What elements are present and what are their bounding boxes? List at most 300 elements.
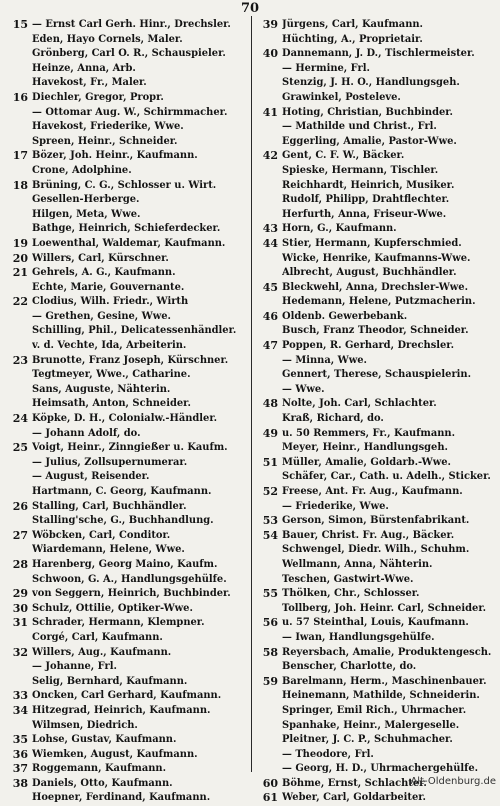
resident-entry: u. 50 Remmers, Fr., Kaufmann. [282, 427, 456, 439]
house-number [254, 266, 282, 281]
house-number [4, 47, 32, 62]
resident-entry: Havekost, Fr., Maler. [32, 77, 147, 89]
directory-entry [254, 748, 498, 763]
resident-entry: Echte, Marie, Gouvernante. [32, 281, 185, 293]
directory-entry [254, 704, 498, 719]
directory-entry [254, 485, 498, 500]
house-number [254, 660, 282, 675]
house-number: 55 [262, 587, 278, 601]
directory-entry [4, 704, 248, 719]
directory-entry [4, 500, 248, 515]
right-column [254, 18, 498, 806]
directory-entry [254, 397, 498, 412]
directory-entry [4, 33, 248, 48]
directory-entry [4, 324, 248, 339]
directory-entry [254, 295, 498, 310]
resident-entry: Stalling, Carl, Buchhändler. [32, 500, 187, 512]
directory-entry [254, 470, 498, 485]
resident-entry: Thölken, Chr., Schlosser. [282, 588, 420, 600]
directory-entry [4, 543, 248, 558]
directory-entry [4, 646, 248, 661]
house-number: 25 [12, 441, 28, 455]
resident-entry: — Ernst Carl Gerh. Hinr., Drechsler. [32, 19, 231, 30]
directory-entry [254, 18, 498, 33]
resident-entry: Harenberg, Georg Maino, Kaufm. [32, 558, 218, 570]
directory-entry [254, 179, 498, 194]
directory-entry [254, 427, 498, 442]
house-number: 33 [12, 689, 28, 703]
resident-entry: Hoepner, Ferdinand, Kaufmann. [32, 792, 211, 804]
directory-entry [4, 120, 248, 135]
resident-entry: Brüning, C. G., Schlosser u. Wirt. [32, 179, 217, 191]
directory-entry [4, 18, 248, 33]
resident-entry: Wellmann, Anna, Nähterin. [282, 558, 433, 570]
resident-entry: Wicke, Henrike, Kaufmanns-Wwe. [282, 252, 471, 264]
resident-entry: u. 57 Steinthal, Louis, Kaufmann. [282, 617, 469, 629]
house-number [254, 500, 282, 515]
house-number [254, 368, 282, 383]
directory-entry [254, 33, 498, 48]
resident-entry: — Friederike, Wwe. [282, 500, 389, 512]
directory-entry [254, 558, 498, 573]
resident-entry: Freese, Ant. Fr. Aug., Kaufmann. [282, 486, 463, 497]
directory-entry [4, 193, 248, 208]
resident-entry: Voigt, Heinr., Zinngießer u. Kaufm. [32, 442, 228, 454]
house-number: 37 [12, 762, 28, 776]
house-number: 48 [262, 397, 278, 411]
resident-entry: Wöbcken, Carl, Conditor. [32, 529, 171, 541]
house-number [4, 135, 32, 150]
house-number [254, 354, 282, 369]
resident-entry: — Wwe. [282, 383, 325, 395]
directory-entry [4, 354, 248, 369]
directory-entry [254, 76, 498, 91]
house-number [254, 208, 282, 223]
resident-entry: Bauer, Christ. Fr. Aug., Bäcker. [282, 529, 455, 541]
resident-entry: Hüchting, A., Proprietair. [282, 33, 423, 45]
house-number: 47 [262, 339, 278, 353]
house-number [4, 456, 32, 471]
directory-entry [254, 47, 498, 62]
house-number: 30 [12, 601, 28, 615]
directory-entry [254, 514, 498, 529]
resident-entry: Eggerling, Amalie, Pastor-Wwe. [282, 135, 457, 147]
house-number [254, 631, 282, 646]
resident-entry: — Iwan, Handlungsgehülfe. [282, 631, 435, 643]
directory-entry [254, 135, 498, 150]
house-number: 34 [12, 703, 28, 717]
house-number [4, 573, 32, 588]
resident-entry: Bleckwehl, Anna, Drechsler-Wwe. [282, 281, 469, 293]
house-number [254, 179, 282, 194]
resident-entry: — Minna, Wwe. [282, 354, 367, 366]
directory-entry [254, 675, 498, 690]
resident-entry: Willers, Aug., Kaufmann. [32, 646, 172, 658]
resident-entry: Brunotte, Franz Joseph, Kürschner. [32, 354, 229, 366]
house-number [254, 441, 282, 456]
house-number: 51 [262, 455, 278, 469]
resident-entry: Tollberg, Joh. Heinr. Carl, Schneider. [282, 602, 487, 614]
directory-entry [4, 602, 248, 617]
resident-entry: Spieske, Hermann, Tischler. [282, 164, 439, 176]
directory-entry [4, 47, 248, 62]
house-number: 58 [262, 645, 278, 659]
directory-entry [4, 397, 248, 412]
directory-entry [4, 222, 248, 237]
column-divider [251, 16, 252, 772]
resident-entry: Gesellen-Herberge. [32, 194, 140, 206]
resident-entry: Herfurth, Anna, Friseur-Wwe. [282, 208, 447, 220]
resident-entry: Stalling'sche, G., Buchhandlung. [32, 515, 214, 527]
directory-entry [254, 91, 498, 106]
resident-entry: Oncken, Carl Gerhard, Kaufmann. [32, 690, 222, 702]
directory-entry [4, 777, 248, 792]
resident-entry: — Johanne, Frl. [32, 661, 117, 673]
house-number: 41 [262, 105, 278, 119]
house-number: 42 [262, 149, 278, 163]
resident-entry: Gennert, Therese, Schauspielerin. [282, 369, 472, 381]
house-number [4, 324, 32, 339]
resident-entry: Meyer, Heinr., Handlungsgeh. [282, 442, 448, 454]
resident-entry: Schäfer, Car., Cath. u. Adelh., Sticker. [282, 471, 491, 483]
directory-entry [254, 529, 498, 544]
resident-entry: Bözer, Joh. Heinr., Kaufmann. [32, 150, 198, 162]
directory-entry [4, 266, 248, 281]
resident-entry: Diechler, Gregor, Propr. [32, 91, 164, 103]
resident-entry: Schulz, Ottilie, Optiker-Wwe. [32, 602, 193, 614]
house-number [254, 602, 282, 617]
directory-entry [4, 748, 248, 763]
resident-entry: von Seggern, Heinrich, Buchbinder. [32, 588, 231, 600]
directory-entry [254, 62, 498, 77]
directory-entry [4, 587, 248, 602]
house-number: 18 [12, 178, 28, 192]
house-number [4, 281, 32, 296]
house-number: 40 [262, 47, 278, 61]
house-number [4, 222, 32, 237]
house-number: 23 [12, 353, 28, 367]
directory-entry [4, 208, 248, 223]
house-number [4, 631, 32, 646]
house-number: 15 [12, 18, 28, 31]
directory-entry [254, 762, 498, 777]
house-number: 22 [12, 295, 28, 309]
house-number [4, 543, 32, 558]
house-number: 17 [12, 149, 28, 163]
resident-entry: — Ottomar Aug. W., Schirmmacher. [32, 106, 228, 118]
resident-entry: — Julius, Zollsupernumerar. [32, 456, 188, 468]
resident-entry: Bathge, Heinrich, Schieferdecker. [32, 223, 221, 235]
directory-entry [254, 660, 498, 675]
resident-entry: — Mathilde und Christ., Frl. [282, 121, 437, 133]
resident-entry: Havekost, Friederike, Wwe. [32, 121, 184, 133]
house-number: 20 [12, 251, 28, 265]
house-number: 52 [262, 485, 278, 498]
resident-entry: Lohse, Gustav, Kaufmann. [32, 734, 177, 746]
house-number [254, 412, 282, 427]
resident-entry: Busch, Franz Theodor, Schneider. [282, 325, 469, 337]
house-number: 61 [262, 791, 278, 805]
house-number [254, 135, 282, 150]
house-number [4, 193, 32, 208]
house-number: 53 [262, 514, 278, 528]
resident-entry: Wiemken, August, Kaufmann. [32, 748, 198, 760]
house-number [254, 470, 282, 485]
resident-entry: Stier, Hermann, Kupferschmied. [282, 237, 462, 249]
resident-entry: Schilling, Phil., Delicatessenhändler. [32, 325, 237, 337]
resident-entry: Stenzig, J. H. O., Handlungsgeh. [282, 77, 460, 89]
house-number [4, 427, 32, 442]
directory-entry [4, 179, 248, 194]
directory-entry [254, 266, 498, 281]
directory-entry [254, 368, 498, 383]
house-number: 60 [262, 776, 278, 790]
directory-entry [4, 310, 248, 325]
directory-entry [4, 237, 248, 252]
resident-entry: Grönberg, Carl O. R., Schauspieler. [32, 48, 226, 60]
directory-entry [254, 120, 498, 135]
resident-entry: Corgé, Carl, Kaufmann. [32, 631, 163, 643]
directory-entry [254, 456, 498, 471]
directory-entry [4, 149, 248, 164]
house-number [254, 193, 282, 208]
house-number: 28 [12, 557, 28, 571]
directory-entry [254, 616, 498, 631]
house-number: 54 [262, 528, 278, 542]
house-number [4, 675, 32, 690]
house-number [254, 33, 282, 48]
house-number: 36 [12, 747, 28, 761]
resident-entry: Nolte, Joh. Carl, Schlachter. [282, 398, 437, 410]
house-number [254, 383, 282, 398]
house-number: 44 [262, 236, 278, 250]
house-number [4, 514, 32, 529]
directory-entry [254, 324, 498, 339]
resident-entry: Poppen, R. Gerhard, Drechsler. [282, 340, 455, 352]
resident-entry: Tegtmeyer, Wwe., Catharine. [32, 369, 191, 381]
house-number [254, 543, 282, 558]
house-number: 45 [262, 280, 278, 294]
directory-entry [254, 106, 498, 121]
directory-entry [254, 719, 498, 734]
house-number: 46 [262, 309, 278, 323]
directory-entry [4, 733, 248, 748]
house-number [254, 704, 282, 719]
directory-entry [254, 500, 498, 515]
house-number: 35 [12, 733, 28, 747]
directory-entry [254, 631, 498, 646]
resident-entry: — Grethen, Gesine, Wwe. [32, 310, 171, 322]
directory-entry [4, 791, 248, 806]
house-number [254, 76, 282, 91]
house-number [4, 208, 32, 223]
directory-entry [254, 339, 498, 354]
resident-entry: Hilgen, Meta, Wwe. [32, 208, 141, 220]
house-number: 31 [12, 616, 28, 630]
directory-entry [254, 383, 498, 398]
resident-entry: Reyersbach, Amalie, Produktengesch. [282, 646, 492, 658]
house-number [4, 383, 32, 398]
resident-entry: Weber, Carl, Goldarbeiter. [282, 792, 426, 804]
directory-entry [4, 558, 248, 573]
resident-entry: Kraß, Richard, do. [282, 413, 384, 425]
house-number: 39 [262, 18, 278, 31]
house-number [4, 719, 32, 734]
directory-entry [4, 441, 248, 456]
directory-entry [254, 791, 498, 806]
directory-entry [254, 310, 498, 325]
directory-entry [4, 106, 248, 121]
directory-entry [4, 76, 248, 91]
house-number: 32 [12, 645, 28, 659]
resident-entry: Sans, Auguste, Nähterin. [32, 383, 171, 395]
directory-entry [4, 762, 248, 777]
house-number [4, 33, 32, 48]
resident-entry: Clodius, Wilh. Friedr., Wirth [32, 296, 189, 308]
left-column [4, 18, 248, 806]
resident-entry: Benscher, Charlotte, do. [282, 661, 417, 673]
resident-entry: Horn, G., Kaufmann. [282, 223, 397, 235]
resident-entry: Hedemann, Helene, Putzmacherin. [282, 296, 476, 308]
house-number: 16 [12, 90, 28, 104]
directory-entry [4, 412, 248, 427]
resident-entry: Willers, Carl, Kürschner. [32, 252, 169, 264]
directory-entry [254, 587, 498, 602]
house-number [254, 573, 282, 588]
directory-entry [4, 252, 248, 267]
resident-entry: Spanhake, Heinr., Malergeselle. [282, 719, 460, 731]
house-number [254, 748, 282, 763]
house-number [254, 558, 282, 573]
resident-entry: Grawinkel, Posteleve. [282, 91, 401, 103]
directory-entry [254, 252, 498, 267]
directory-entry [4, 689, 248, 704]
house-number [254, 120, 282, 135]
resident-entry: v. d. Vechte, Ida, Arbeiterin. [32, 340, 187, 352]
house-number: 38 [12, 776, 28, 790]
resident-entry: Schwengel, Diedr. Wilh., Schuhm. [282, 544, 470, 556]
directory-entry [254, 164, 498, 179]
directory-entry [254, 412, 498, 427]
directory-entry [254, 602, 498, 617]
resident-entry: Dannemann, J. D., Tischlermeister. [282, 48, 475, 60]
directory-entry [254, 543, 498, 558]
resident-entry: Springer, Emil Rich., Uhrmacher. [282, 704, 467, 716]
house-number [4, 164, 32, 179]
directory-entry [4, 339, 248, 354]
resident-entry: — Theodore, Frl. [282, 748, 374, 760]
house-number [4, 485, 32, 500]
directory-entry [4, 295, 248, 310]
house-number [254, 719, 282, 734]
directory-entry [4, 485, 248, 500]
house-number [4, 660, 32, 675]
resident-entry: Loewenthal, Waldemar, Kaufmann. [32, 237, 226, 249]
house-number [254, 733, 282, 748]
house-number [254, 689, 282, 704]
house-number [254, 252, 282, 267]
resident-entry: Hartmann, C. Georg, Kaufmann. [32, 486, 212, 497]
directory-entry [254, 441, 498, 456]
directory-entry [4, 427, 248, 442]
resident-entry: Wiardemann, Helene, Wwe. [32, 544, 185, 556]
house-number [4, 76, 32, 91]
resident-entry: Gent, C. F. W., Bäcker. [282, 150, 405, 162]
house-number [4, 397, 32, 412]
house-number [4, 791, 32, 806]
directory-entry [4, 470, 248, 485]
directory-entry [254, 237, 498, 252]
house-number: 19 [12, 236, 28, 250]
resident-entry: — August, Reisender. [32, 471, 150, 483]
directory-entry [4, 719, 248, 734]
house-number [4, 106, 32, 121]
resident-entry: Heinemann, Mathilde, Schneiderin. [282, 690, 480, 702]
house-number [4, 470, 32, 485]
house-number: 26 [12, 499, 28, 513]
house-number: 21 [12, 266, 28, 280]
house-number [4, 368, 32, 383]
resident-entry: Spreen, Heinr., Schneider. [32, 135, 178, 147]
house-number [4, 339, 32, 354]
house-number: 43 [262, 222, 278, 236]
resident-entry: Roggemann, Kaufmann. [32, 763, 167, 775]
resident-entry: Rudolf, Philipp, Drahtflechter. [282, 194, 450, 206]
directory-entry [254, 193, 498, 208]
directory-entry [254, 573, 498, 588]
resident-entry: Köpke, D. H., Colonialw.-Händler. [32, 413, 218, 425]
resident-entry: Teschen, Gastwirt-Wwe. [282, 573, 414, 585]
house-number [4, 62, 32, 77]
resident-entry: Hoting, Christian, Buchbinder. [282, 106, 453, 118]
resident-entry: Hitzegrad, Heinrich, Kaufmann. [32, 704, 211, 716]
house-number: 49 [262, 426, 278, 440]
house-number [254, 295, 282, 310]
resident-entry: Barelmann, Herm., Maschinenbauer. [282, 675, 487, 687]
resident-entry: Gehrels, A. G., Kaufmann. [32, 267, 176, 279]
resident-entry: Schrader, Hermann, Klempner. [32, 617, 205, 629]
house-number [254, 164, 282, 179]
directory-entry [4, 514, 248, 529]
resident-entry: Heinze, Anna, Arb. [32, 62, 136, 74]
house-number [254, 62, 282, 77]
directory-entry [4, 573, 248, 588]
resident-entry: Schwoon, G. A., Handlungsgehülfe. [32, 573, 227, 585]
page-number: 70 [240, 1, 260, 16]
resident-entry: — Hermine, Frl. [282, 62, 370, 74]
directory-entry [4, 135, 248, 150]
house-number [4, 120, 32, 135]
directory-entry [254, 222, 498, 237]
house-number: 56 [262, 616, 278, 630]
resident-entry: Selig, Bernhard, Kaufmann. [32, 675, 188, 687]
resident-entry: Eden, Hayo Cornels, Maler. [32, 33, 183, 45]
resident-entry: Müller, Amalie, Goldarb.-Wwe. [282, 456, 451, 468]
house-number [254, 91, 282, 106]
directory-entry [254, 689, 498, 704]
resident-entry: Reichhardt, Heinrich, Musiker. [282, 179, 455, 191]
directory-entry [4, 616, 248, 631]
resident-entry: Daniels, Otto, Kaufmann. [32, 777, 173, 789]
directory-entry [4, 631, 248, 646]
directory-entry [254, 646, 498, 661]
house-number: 27 [12, 528, 28, 542]
resident-entry: — Johann Adolf, do. [32, 427, 141, 439]
resident-entry: Böhme, Ernst, Schlachter. [282, 777, 427, 789]
house-number [254, 324, 282, 339]
resident-entry: Jürgens, Carl, Kaufmann. [282, 19, 423, 30]
house-number: 59 [262, 674, 278, 688]
